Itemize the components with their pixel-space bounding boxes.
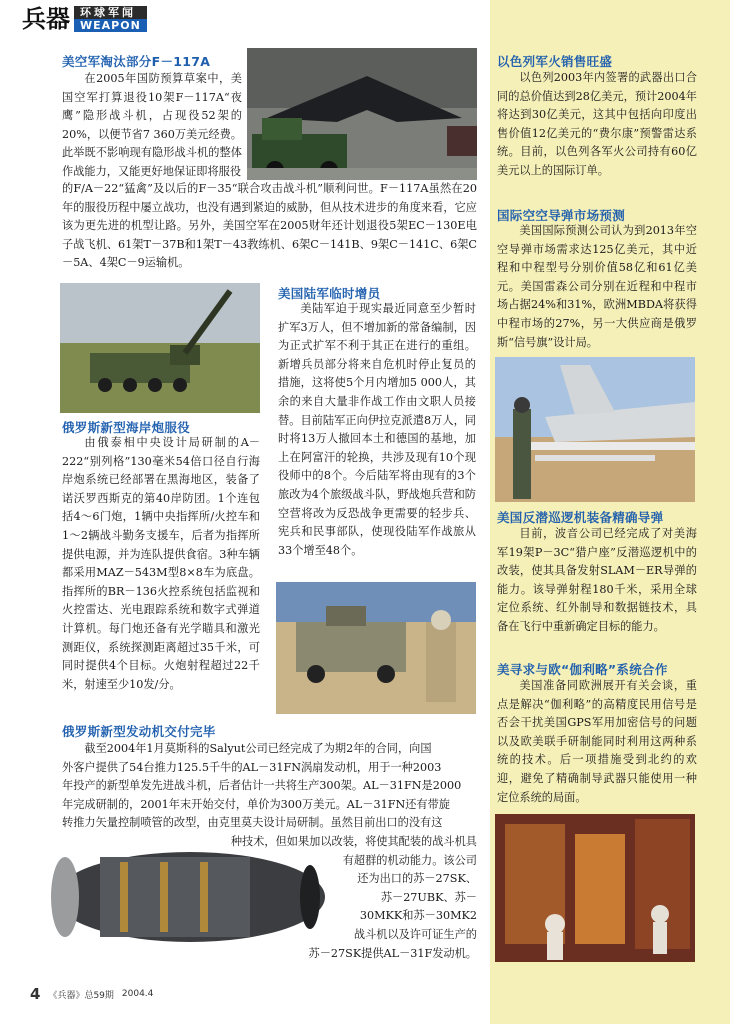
galileo-text: 美国准备同欧洲展开有关会谈，重点是解决“伽利略”的高精度民用信号是否会干扰美国GPS军用加密信号的问题以及欧美联手研制能同时利用这两种系统的技术。后一项措施受到北约的欢迎，避免了精确制导武器只能使用一种定位系统的局面。: [497, 679, 697, 804]
engine-line: 年投产的新型单发先进战斗机，后者估计一共将生产300架。AL－31FN是2000: [62, 779, 462, 793]
army-body: [278, 300, 476, 580]
army-photo: [276, 582, 476, 714]
engine-line: 年完成研制的，2001年末开始交付，单价为300万美元。AL－31FN还有带旋: [62, 797, 450, 811]
coastal-heading: 俄罗斯新型海岸炮服役: [62, 420, 191, 435]
f117-photo: [247, 48, 477, 180]
masthead-title: 兵器: [22, 4, 70, 33]
engine-line: 外客户提供了54台推力125.5千牛的AL－31FN涡扇发动机，用于一种2003: [62, 760, 442, 774]
f117-body-top: [62, 70, 242, 181]
p3c-text: 目前，波音公司已经完成了对美海军19架P－3C“猎户座”反潜巡逻机中的改装，使其具备发射SLAM－ER导弹的能力。该导弹射程180千米，采用全球定位系统、红外制导和数据链技术，具备在飞行中重新确定目标的能力。: [497, 527, 697, 633]
engine-line: 苏－27SK提供AL－31F发动机。: [308, 946, 477, 960]
engine-line: 截至2004年1月莫斯科的Salyut公司已经完成了为期2年的合同，向国: [84, 742, 432, 755]
galileo-body: [497, 677, 697, 807]
coastal-text: 由俄泰相中央设计局研制的A－222“别列格”130毫米54倍口径自行海岸炮系统已经部署在黑海地区，装备了诺沃罗西斯克的第40岸防团。1个连包括4～6门炮，1辆中央指挥所/火控车和1～2辆战斗勤务支援车，后者为指挥所提供电源，并为连队提供食宿。3种车辆都采用MAZ－543M型8×8车为底盘。指挥所的BR－136火控系统包括监视和火控雷达、光电跟踪系统和数字式弹道计算机。每门炮还备有光学瞄具和激光测距仪，系统探测距离超过35千米，可同时提供4个目标。火炮射程超过22千米，射速至少10发/分。: [62, 436, 260, 691]
issue-label: 《兵器》总59期: [48, 990, 114, 1001]
satellite-lab-photo: [495, 814, 695, 962]
engine-line: 战斗机以及许可证生产的: [353, 927, 477, 941]
engine-line: 还为出口的苏－27SK、: [357, 872, 477, 886]
galileo-heading: 美寻求与欧“伽利略”系统合作: [497, 662, 668, 677]
f117-body-a: 在2005年国防预算草案中，美国空军打算退役10架F－117A“夜鹰”隐形战斗机，占现役52架的20%，以便节省7 360万美元经费。此举既不影响现有隐形战斗机的整体作战能力，又能更好地保证即将服役: [62, 72, 242, 178]
masthead-subtitle-en: WEAPON: [74, 19, 147, 32]
missile-body: [497, 222, 697, 352]
army-heading: 美国陆军临时增员: [278, 286, 381, 301]
footer: [30, 985, 153, 1003]
coastal-gun-photo: [60, 283, 260, 413]
page-number: 4: [30, 985, 41, 1003]
missile-text: 美国国际预测公司认为到2013年空空导弹市场需求达125亿美元，其中近程和中程型号分别价值58亿和61亿美元。美国雷森公司分别在近程和中程市场占据24%和31%，欧洲MBDA将获得中程市场的27%，另一大供应商是俄罗斯“信号旗”设计局。: [497, 224, 697, 349]
israel-heading: 以色列军火销售旺盛: [497, 54, 613, 69]
missile-photo: [495, 357, 695, 502]
israel-text: 以色列2003年内签署的武器出口合同的总价值达到28亿美元，预计2004年将达到30亿美元，这其中包括向印度出售价值12亿美元的“费尔康”预警雷达系统。目前，以色列各军火公司持有60亿美元以上的国际订单。: [497, 71, 697, 177]
f117-body-b: 的F/A－22“猛禽”及以后的F－35“联合攻击战斗机”顺利问世。F－117A虽然在20年的服役历程中屡立战功，也没有遇到紧迫的威胁，但从技术进步的角度来看，它应该为更先进的机型让路。另外，美国空军在2005财年还计划退役5架EC－130E电子战飞机、61架T－37B和1架T－43教练机、6架C－141B、9架C－141C、6架C－5A、4架C－9运输机。: [62, 182, 477, 270]
engine-line: 有超群的机动能力。该公司: [342, 853, 477, 867]
engine-line: 30MKK和苏－30MK2: [359, 909, 477, 923]
masthead: [22, 2, 147, 32]
missile-heading: 国际空空导弹市场预测: [497, 208, 626, 223]
issue-date: 2004.4: [121, 989, 154, 999]
p3c-body: [497, 525, 697, 637]
engine-line: 转推力矢量控制喷管的改型，由克里莫夫设计局研制。虽然目前出口的没有这: [62, 816, 443, 830]
engine-photo: [40, 832, 330, 957]
israel-body: [497, 69, 697, 181]
f117-body-bottom: [62, 180, 477, 272]
masthead-subtitle-cn: 环球军闻: [74, 6, 147, 19]
f117-heading: 美空军淘汰部分F－117A: [62, 54, 211, 69]
engine-line: 种技术，但如果加以改装，将使其配装的战斗机具: [230, 834, 477, 848]
army-text: 美陆军迫于现实最近同意至少暂时扩军3万人，但不增加新的常备编制，因为正式扩军不利于其正在进行的重组。新增兵员部分将来自危机时停止复员的措施，这将使5个月内增加5 000人，其余的来自大量非作战工作由文职人员接替。目前陆军正向伊拉克派遣8万人，同时将13万人撤回本土和德国的基地，加上在阿富汗的轮换，共涉及现有10个现役师中的8个。今后陆军将由现有的3个旅改为4个旅级战斗队，野战炮兵营和防空营将改为反恐战争更需要的轻步兵、宪兵和民事部队，使现役陆军作战旅从33个增至48个。: [278, 302, 476, 557]
engine-heading: 俄罗斯新型发动机交付完毕: [62, 724, 216, 739]
p3c-heading: 美国反潜巡逻机装备精确导弹: [497, 510, 664, 525]
coastal-body: [62, 434, 260, 713]
engine-line: 苏－27UBK、苏－: [380, 890, 477, 904]
